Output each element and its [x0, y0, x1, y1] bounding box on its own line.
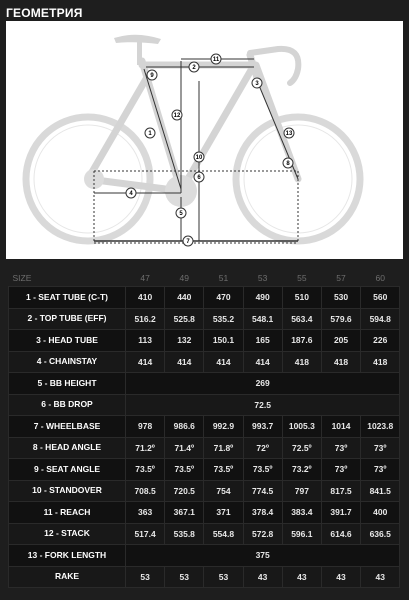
table-row: [9, 480, 400, 502]
size-header: 60: [361, 270, 400, 287]
cell: 53: [126, 566, 165, 588]
svg-text:12: 12: [173, 113, 181, 119]
cell: 410: [126, 287, 165, 309]
wheels: [26, 117, 360, 241]
cell: 579.6: [321, 308, 360, 330]
row-label: 2 - TOP TUBE (EFF): [9, 308, 126, 330]
cell: 535.2: [204, 308, 243, 330]
cell: 367.1: [165, 502, 204, 524]
marker-12: [172, 110, 182, 120]
row-label: 10 - STANDOVER: [9, 480, 126, 502]
svg-text:9: 9: [150, 73, 154, 79]
page-title: ГЕОМЕТРИЯ: [6, 6, 83, 20]
marker-2: [189, 62, 199, 72]
saddle: [114, 35, 161, 65]
cell: 525.8: [165, 308, 204, 330]
cell: 470: [204, 287, 243, 309]
cell: 187.6: [282, 330, 321, 352]
cell: 43: [282, 566, 321, 588]
table-row: [9, 545, 400, 567]
table-row: [9, 566, 400, 588]
cell: 150.1: [204, 330, 243, 352]
cell: 73.5º: [243, 459, 282, 481]
cell: 1014: [321, 416, 360, 438]
cell: 43: [361, 566, 400, 588]
cell: 414: [204, 351, 243, 373]
size-header-label: SIZE: [9, 270, 126, 287]
cell: 371: [204, 502, 243, 524]
table-row: [9, 308, 400, 330]
cell: 72º: [243, 437, 282, 459]
cell: 535.8: [165, 523, 204, 545]
cell: 560: [361, 287, 400, 309]
cell: 400: [361, 502, 400, 524]
row-label: 4 - CHAINSTAY: [9, 351, 126, 373]
cell: 383.4: [282, 502, 321, 524]
marker-1: [145, 128, 155, 138]
marker-13: [284, 128, 294, 138]
marker-6: [194, 172, 204, 182]
svg-text:8: 8: [286, 161, 290, 167]
cell: 708.5: [126, 480, 165, 502]
marker-8: [283, 158, 293, 168]
cell: 596.1: [282, 523, 321, 545]
marker-11: [211, 54, 221, 64]
cell: 517.4: [126, 523, 165, 545]
cell: 774.5: [243, 480, 282, 502]
cell: 73º: [361, 459, 400, 481]
row-label: 6 - BB DROP: [9, 394, 126, 416]
cell: 71.4º: [165, 437, 204, 459]
table-row: [9, 373, 400, 395]
cell: 817.5: [321, 480, 360, 502]
svg-text:10: 10: [195, 155, 203, 161]
cell: 73.2º: [282, 459, 321, 481]
svg-text:5: 5: [179, 211, 183, 217]
cell-merged: 269: [126, 373, 400, 395]
cell: 72.5º: [282, 437, 321, 459]
cell: 71.2º: [126, 437, 165, 459]
cell: 754: [204, 480, 243, 502]
table-row: [9, 416, 400, 438]
cell: 614.6: [321, 523, 360, 545]
cell: 841.5: [361, 480, 400, 502]
cell: 73º: [321, 437, 360, 459]
cell: 418: [361, 351, 400, 373]
size-header-row: [9, 270, 400, 287]
size-header: 51: [204, 270, 243, 287]
cell: 1005.3: [282, 416, 321, 438]
svg-text:2: 2: [192, 65, 196, 71]
cell: 490: [243, 287, 282, 309]
cell: 563.4: [282, 308, 321, 330]
svg-text:1: 1: [148, 131, 152, 137]
cell: 165: [243, 330, 282, 352]
cell: 53: [165, 566, 204, 588]
cell: 636.5: [361, 523, 400, 545]
table-row: [9, 502, 400, 524]
cell: 993.7: [243, 416, 282, 438]
cell: 73º: [321, 459, 360, 481]
size-header: 55: [282, 270, 321, 287]
cell-merged: 375: [126, 545, 400, 567]
cell-merged: 72.5: [126, 394, 400, 416]
row-label: 13 - FORK LENGTH: [9, 545, 126, 567]
cell: 414: [126, 351, 165, 373]
cell: 205: [321, 330, 360, 352]
cell: 554.8: [204, 523, 243, 545]
table-row: [9, 459, 400, 481]
cell: 530: [321, 287, 360, 309]
cell: 548.1: [243, 308, 282, 330]
cell: 73.5º: [204, 459, 243, 481]
table-row: [9, 394, 400, 416]
cell: 440: [165, 287, 204, 309]
cell: 797: [282, 480, 321, 502]
row-label: 9 - SEAT ANGLE: [9, 459, 126, 481]
cell: 73.5º: [165, 459, 204, 481]
svg-text:4: 4: [129, 191, 133, 197]
marker-4: [126, 188, 136, 198]
cell: 986.6: [165, 416, 204, 438]
row-label: 7 - WHEELBASE: [9, 416, 126, 438]
row-label: 5 - BB HEIGHT: [9, 373, 126, 395]
cell: 43: [321, 566, 360, 588]
cell: 73º: [361, 437, 400, 459]
cell: 53: [204, 566, 243, 588]
marker-5: [176, 208, 186, 218]
size-header: 49: [165, 270, 204, 287]
cell: 418: [321, 351, 360, 373]
geometry-diagram: [6, 21, 403, 259]
cell: 132: [165, 330, 204, 352]
svg-text:6: 6: [197, 175, 201, 181]
cell: 226: [361, 330, 400, 352]
cell: 1023.8: [361, 416, 400, 438]
cell: 978: [126, 416, 165, 438]
size-header: 57: [321, 270, 360, 287]
cell: 378.4: [243, 502, 282, 524]
cell: 71.8º: [204, 437, 243, 459]
svg-text:3: 3: [255, 81, 259, 87]
marker-9: [147, 70, 157, 80]
cell: 391.7: [321, 502, 360, 524]
cell: 418: [282, 351, 321, 373]
marker-7: [183, 236, 193, 246]
cell: 113: [126, 330, 165, 352]
marker-3: [252, 78, 262, 88]
row-label: 1 - SEAT TUBE (C-T): [9, 287, 126, 309]
table-row: [9, 287, 400, 309]
svg-text:11: 11: [212, 57, 220, 63]
svg-text:7: 7: [186, 239, 190, 245]
table-row: [9, 351, 400, 373]
cell: 572.8: [243, 523, 282, 545]
cell: 720.5: [165, 480, 204, 502]
row-label: 8 - HEAD ANGLE: [9, 437, 126, 459]
size-header: 47: [126, 270, 165, 287]
cell: 414: [165, 351, 204, 373]
row-label: 12 - STACK: [9, 523, 126, 545]
table-row: [9, 437, 400, 459]
marker-10: [194, 152, 204, 162]
cell: 73.5º: [126, 459, 165, 481]
cell: 43: [243, 566, 282, 588]
svg-text:13: 13: [285, 131, 293, 137]
cell: 516.2: [126, 308, 165, 330]
cell: 363: [126, 502, 165, 524]
table-row: [9, 330, 400, 352]
cell: 992.9: [204, 416, 243, 438]
cell: 414: [243, 351, 282, 373]
cell: 594.8: [361, 308, 400, 330]
size-header: 53: [243, 270, 282, 287]
table-row: [9, 523, 400, 545]
row-label: 3 - HEAD TUBE: [9, 330, 126, 352]
bike-diagram-svg: [6, 21, 403, 259]
row-label: RAKE: [9, 566, 126, 588]
row-label: 11 - REACH: [9, 502, 126, 524]
cell: 510: [282, 287, 321, 309]
geometry-table: [8, 270, 400, 588]
